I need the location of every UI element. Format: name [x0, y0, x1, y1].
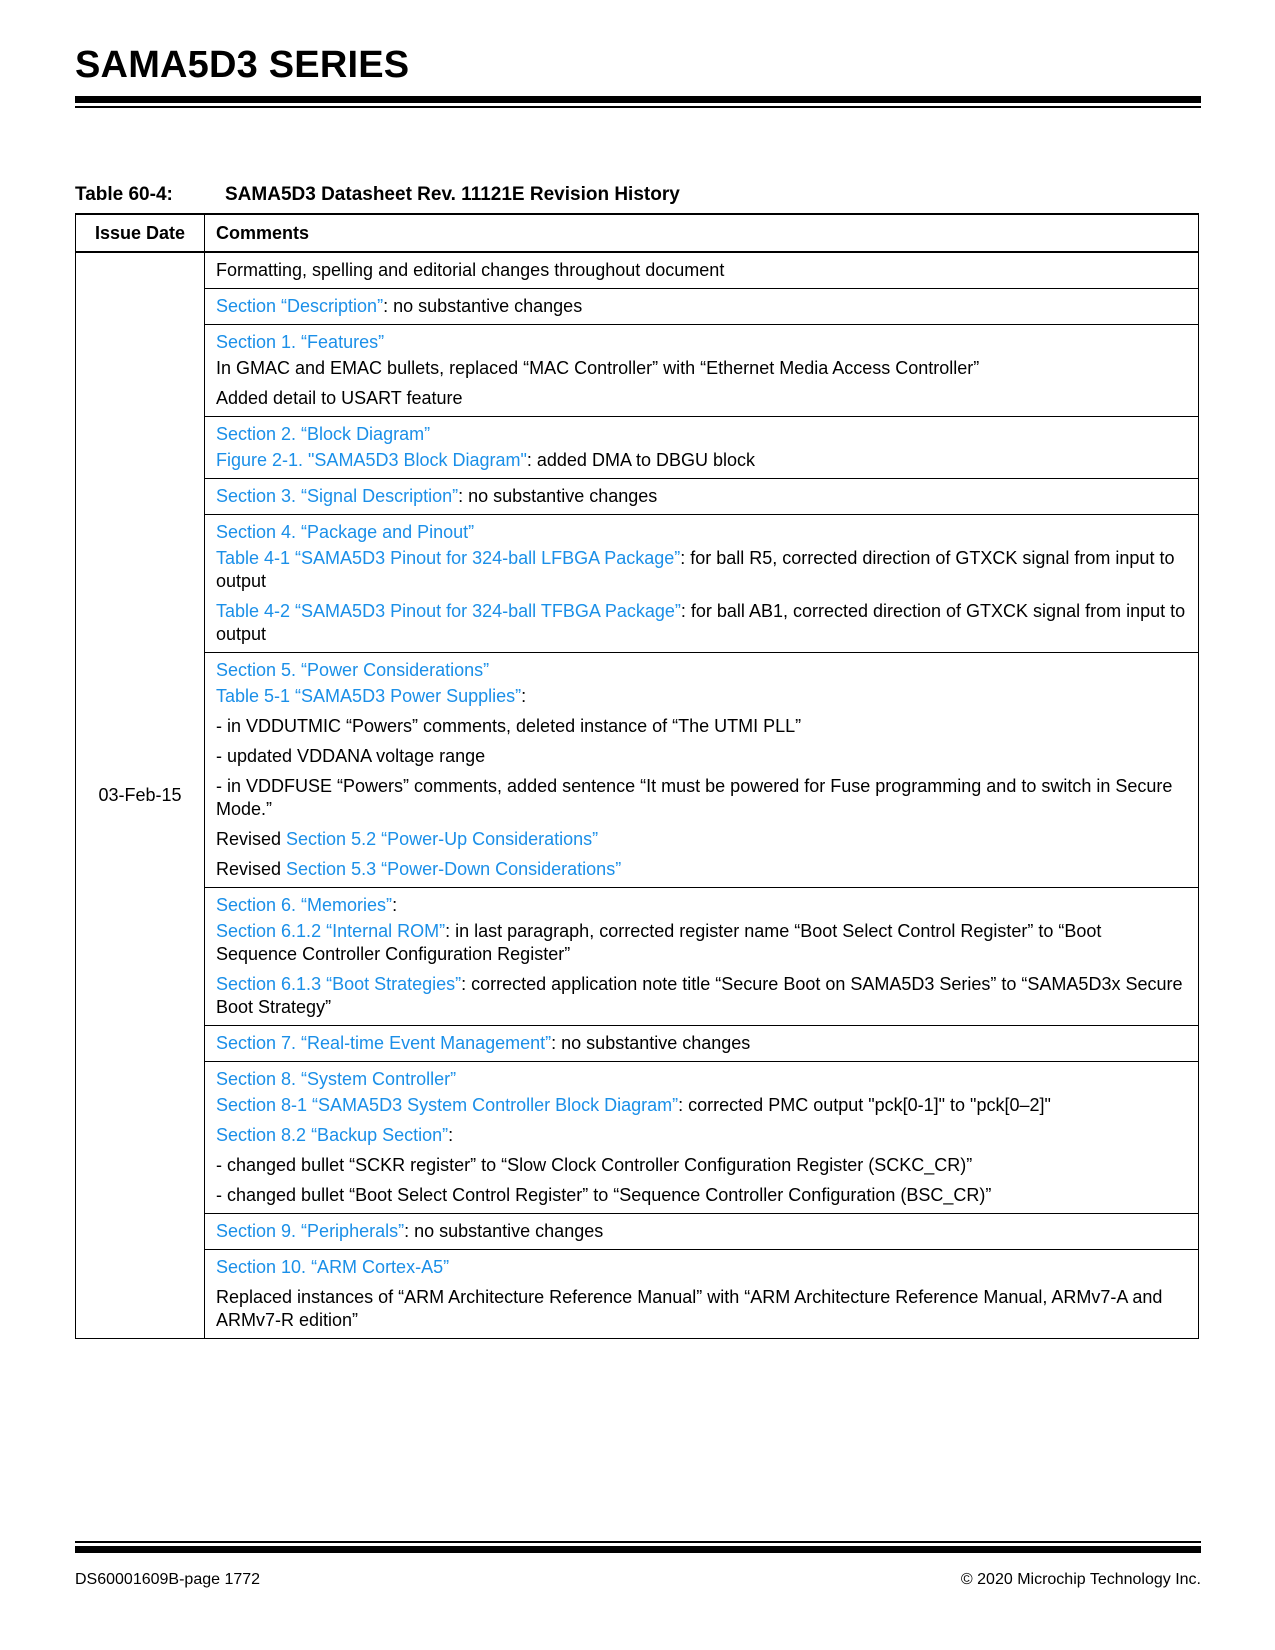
column-header-issue-date: Issue Date	[76, 214, 205, 252]
comment-text: In GMAC and EMAC bullets, replaced “MAC Controller” with “Ethernet Media Access Controller”	[216, 358, 980, 378]
comment-text: : no substantive changes	[404, 1221, 604, 1241]
comment-text: : in last paragraph, corrected register name “Boot Select Control Register” to “Boot Sequence Controller Configuration Register”	[216, 921, 1102, 964]
comment-cell-formatting	[205, 252, 1199, 289]
link-section-backup[interactable]: Section 8.2 “Backup Section”	[216, 1125, 449, 1145]
table-caption-title: SAMA5D3 Datasheet Rev. 11121E Revision History	[225, 184, 680, 205]
footer-rule-thin	[75, 1541, 1201, 1543]
link-table-4-2[interactable]: Table 4-2 “SAMA5D3 Pinout for 324-ball TFBGA Package”	[216, 601, 681, 621]
comment-text: - in VDDUTMIC “Powers” comments, deleted instance of “The UTMI PLL”	[216, 716, 802, 736]
link-table-4-1[interactable]: Table 4-1 “SAMA5D3 Pinout for 324-ball LFBGA Package”	[216, 548, 681, 568]
link-figure-block-diagram[interactable]: Figure 2-1. "SAMA5D3 Block Diagram"	[216, 450, 527, 470]
link-section-internal-rom[interactable]: Section 6.1.2 “Internal ROM”	[216, 921, 446, 941]
comment-text: Replaced instances of “ARM Architecture Reference Manual” with “ARM Architecture Reference Manual, ARMv7-A and ARMv7-R edition”	[216, 1287, 1163, 1330]
comment-text: Revised	[216, 829, 287, 849]
comment-cell-description	[205, 289, 1199, 325]
link-section-arm-cortex[interactable]: Section 10. “ARM Cortex-A5”	[216, 1257, 450, 1277]
comment-text: : corrected application note title “Secure Boot on SAMA5D3 Series” to “SAMA5D3x Secure Boot Strategy”	[216, 974, 1183, 1017]
table-row	[76, 1062, 1199, 1214]
comment-cell-rtem	[205, 1026, 1199, 1062]
comment-text: - in VDDFUSE “Powers” comments, added sentence “It must be powered for Fuse programming and to switch in Secure Mode.”	[216, 776, 1173, 819]
link-section-boot-strategies[interactable]: Section 6.1.3 “Boot Strategies”	[216, 974, 462, 994]
table-row	[76, 888, 1199, 1026]
comment-cell-system-controller	[205, 1062, 1199, 1214]
comment-cell-arm	[205, 1250, 1199, 1339]
footer-copyright: © 2020 Microchip Technology Inc.	[960, 1571, 1201, 1588]
table-header-row	[76, 214, 1199, 252]
comment-text: :	[448, 1125, 454, 1145]
link-section-power-up[interactable]: Section 5.2 “Power-Up Considerations”	[286, 829, 599, 849]
link-section-8-1-block-diagram[interactable]: Section 8-1 “SAMA5D3 System Controller Block Diagram”	[216, 1095, 679, 1115]
footer-page-number: DS60001609B-page 1772	[75, 1571, 261, 1588]
table-row	[76, 289, 1199, 325]
comment-text: Added detail to USART feature	[216, 388, 463, 408]
issue-date-cell: 03-Feb-15	[76, 252, 205, 1339]
link-section-real-time-event[interactable]: Section 7. “Real-time Event Management”	[216, 1033, 552, 1053]
comment-text: : no substantive changes	[551, 1033, 751, 1053]
comment-text: : corrected PMC output "pck[0-1]" to "pck[0–2]"	[678, 1095, 1051, 1115]
table-row	[76, 653, 1199, 888]
comment-text: - updated VDDANA voltage range	[216, 746, 486, 766]
table-row	[76, 417, 1199, 479]
comment-cell-features	[205, 325, 1199, 417]
comment-text: :	[521, 686, 527, 706]
comment-text: Revised	[216, 859, 287, 879]
comment-cell-peripherals	[205, 1214, 1199, 1250]
comment-text: : added DMA to DBGU block	[526, 450, 755, 470]
table-caption-number: Table 60-4:	[75, 184, 173, 205]
comment-text: : for ball AB1, corrected direction of GTXCK signal from input to output	[216, 601, 1186, 644]
table-caption	[75, 184, 680, 206]
link-section-power-considerations[interactable]: Section 5. “Power Considerations”	[216, 660, 490, 680]
link-section-peripherals[interactable]: Section 9. “Peripherals”	[216, 1221, 405, 1241]
link-section-system-controller[interactable]: Section 8. “System Controller”	[216, 1069, 457, 1089]
comment-text: - changed bullet “SCKR register” to “Slow Clock Controller Configuration Register (SCKC_CR)”	[216, 1155, 973, 1175]
link-section-block-diagram[interactable]: Section 2. “Block Diagram”	[216, 424, 431, 444]
comment-text: : for ball R5, corrected direction of GTXCK signal from input to output	[216, 548, 1175, 591]
comment-text: :	[392, 895, 398, 915]
comment-cell-signal	[205, 479, 1199, 515]
link-section-memories[interactable]: Section 6. “Memories”	[216, 895, 393, 915]
header-rule-thin	[75, 106, 1201, 108]
revision-history-table	[75, 213, 1199, 1339]
link-table-5-1[interactable]: Table 5-1 “SAMA5D3 Power Supplies”	[216, 686, 522, 706]
comment-text: - changed bullet “Boot Select Control Register” to “Sequence Controller Configuration (BSC_CR)”	[216, 1185, 992, 1205]
table-row	[76, 515, 1199, 653]
comment-cell-package	[205, 515, 1199, 653]
table-row	[76, 1026, 1199, 1062]
link-section-power-down[interactable]: Section 5.3 “Power-Down Considerations”	[286, 859, 622, 879]
table-row	[76, 252, 1199, 289]
comment-text: Formatting, spelling and editorial changes throughout document	[216, 260, 725, 280]
link-section-signal-description[interactable]: Section 3. “Signal Description”	[216, 486, 459, 506]
table-row	[76, 1250, 1199, 1339]
link-section-features[interactable]: Section 1. “Features”	[216, 332, 385, 352]
comment-cell-block-diagram	[205, 417, 1199, 479]
table-row	[76, 325, 1199, 417]
link-section-package-pinout[interactable]: Section 4. “Package and Pinout”	[216, 522, 475, 542]
header-rule-thick	[75, 96, 1201, 103]
table-row	[76, 1214, 1199, 1250]
comment-cell-power	[205, 653, 1199, 888]
table-row	[76, 479, 1199, 515]
link-section-description[interactable]: Section “Description”	[216, 296, 384, 316]
comment-cell-memories	[205, 888, 1199, 1026]
column-header-comments: Comments	[205, 214, 1199, 252]
comment-text: : no substantive changes	[458, 486, 658, 506]
page-title: SAMA5D3 SERIES	[75, 44, 410, 86]
comment-text: : no substantive changes	[383, 296, 583, 316]
footer-rule-thick	[75, 1546, 1201, 1553]
